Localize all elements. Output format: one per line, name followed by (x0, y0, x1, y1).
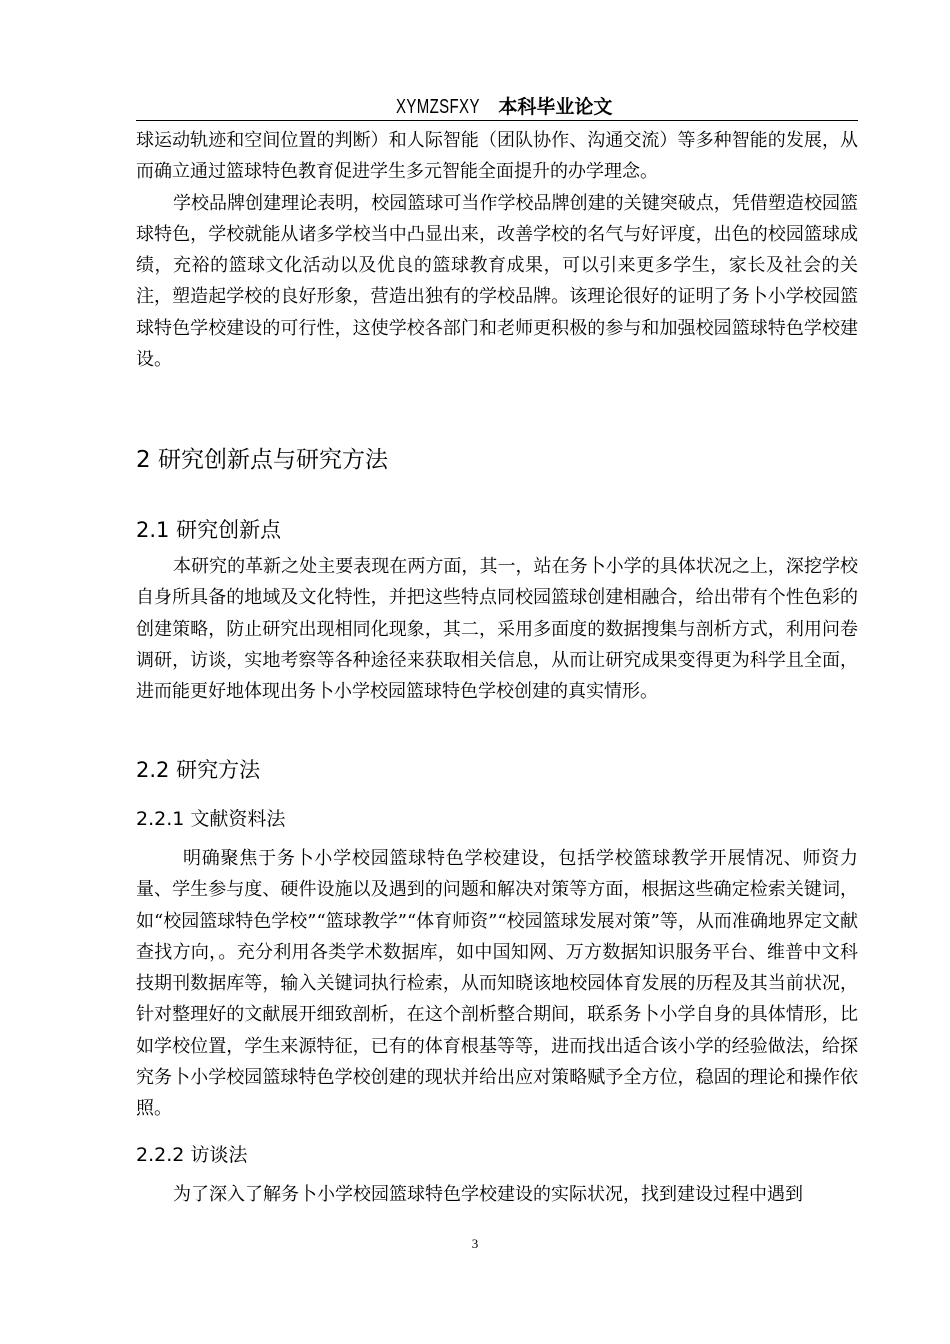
section-heading-2-2-2: 2.2.2 访谈法 (136, 1144, 248, 1166)
paragraph-innovation: 本研究的革新之处主要表现在两方面，其一，站在务卜小学的具体状况之上，深挖学校自身所具备的地域及文化特性，并把这些特点同校园篮球创建相融合，给出带有个性色彩的创建策略，防止研究出现相同化现象，其二，采用多面度的数据搜集与剖析方式，利用问卷调研，访谈，实地考察等各种途径来获取相关信息，从而让研究成果变得更为科学且全面，进而能更好地体现出务卜小学校园篮球特色学校创建的真实情形。 (136, 556, 858, 703)
header-title: 本科毕业论文 (498, 96, 613, 118)
header-latin: XYMZSFXY (395, 96, 480, 118)
running-header (136, 94, 858, 120)
section-2-2-1-body (136, 843, 858, 1125)
section-heading-2-2: 2.2 研究方法 (136, 758, 261, 782)
paragraph-interview-method: 为了深入了解务卜小学校园篮球特色学校建设的实际状况，找到建设过程中遇到 (173, 1184, 803, 1205)
header-rule (136, 120, 858, 121)
section-heading-2-1: 2.1 研究创新点 (136, 518, 282, 542)
body-continued (136, 125, 858, 375)
section-heading-2: 2 研究创新点与研究方法 (136, 447, 388, 473)
paragraph-brand-theory: 学校品牌创建理论表明，校园篮球可当作学校品牌创建的关键突破点，凭借塑造校园篮球特色，学校就能从诸多学校当中凸显出来，改善学校的名气与好评度，出色的校园篮球成绩，充裕的篮球文化活动以及优良的篮球教育成果，可以引来更多学生，家长及社会的关注，塑造起学校的良好形象，营造出独有的学校品牌。该理论很好的证明了务卜小学校园篮球特色学校建设的可行性，这使学校各部门和老师更积极的参与和加强校园篮球特色学校建设。 (136, 192, 858, 371)
section-2-2-2-body (136, 1179, 858, 1210)
paragraph-continued: 球运动轨迹和空间位置的判断）和人际智能（团队协作、沟通交流）等多种智能的发展，从而确立通过篮球特色教育促进学生多元智能全面提升的办学理念。 (136, 130, 858, 183)
paragraph-literature-method: 明确聚焦于务卜小学校园篮球特色学校建设，包括学校篮球教学开展情况、师资力量、学生参与度、硬件设施以及遇到的问题和解决对策等方面，根据这些确定检索关键词，如“校园篮球特色学校”“篮球教学”“体育师资”“校园篮球发展对策”等，从而准确地界定文献查找方向，。充分利用各类学术数据库，如中国知网、万方数据知识服务平台、维普中文科技期刊数据库等，输入关键词执行检索，从而知晓该地校园体育发展的历程及其当前状况，针对整理好的文献展开细致剖析，在这个剖析整合期间，联系务卜小学自身的具体情形，比如学校位置，学生来源特征，已有的体育根基等等，进而找出适合该小学的经验做法，给探究务卜小学校园篮球特色学校创建的现状并给出应对策略赋予全方位，稳固的理论和操作依照。 (136, 848, 858, 1120)
section-heading-2-2-1: 2.2.1 文献资料法 (136, 808, 286, 830)
section-2-1-body (136, 551, 858, 707)
page-number: 3 (471, 1236, 479, 1251)
